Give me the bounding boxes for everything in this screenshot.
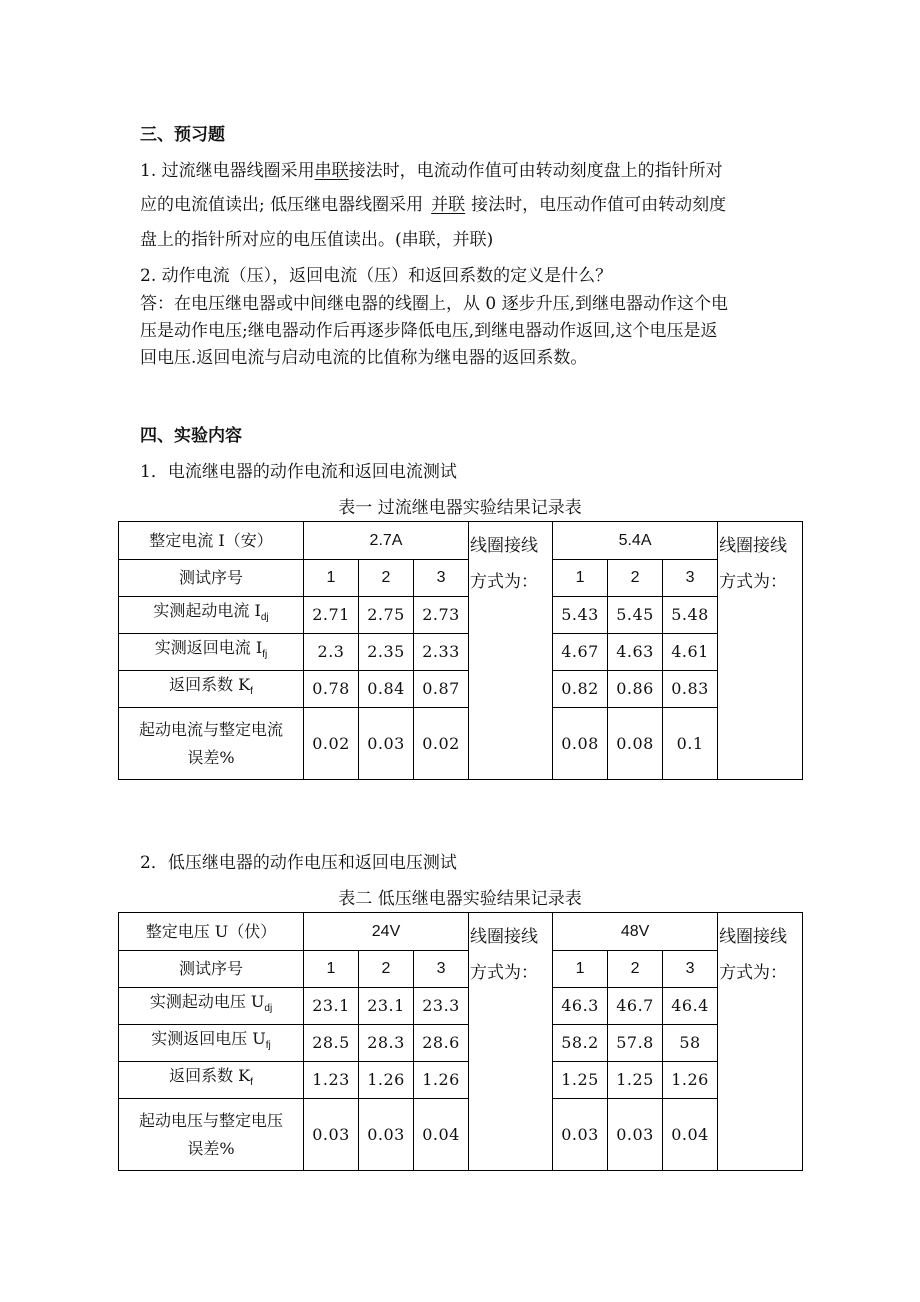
wiring-b: 线圈接线 方式为： bbox=[718, 522, 803, 780]
data-cell: 28.3 bbox=[359, 1025, 414, 1062]
data-cell: 0.02 bbox=[304, 708, 359, 780]
data-cell: 0.82 bbox=[553, 671, 608, 708]
answer-line1: 答：在电压继电器或中间继电器的线圈上，从 0 逐步升压,到继电器动作这个电 bbox=[140, 294, 729, 314]
seq-cell: 1 bbox=[553, 560, 608, 597]
data-cell: 28.5 bbox=[304, 1025, 359, 1062]
seq-cell: 2 bbox=[608, 560, 663, 597]
row-label: 实测返回电压 $U_{fj}$ bbox=[119, 1025, 304, 1062]
data-cell: 5.43 bbox=[553, 597, 608, 634]
data-cell: 0.87 bbox=[414, 671, 469, 708]
data-cell: 0.84 bbox=[359, 671, 414, 708]
row-label: 返回系数 $K_f$ bbox=[119, 671, 304, 708]
data-cell: 4.63 bbox=[608, 634, 663, 671]
q1-blank1: 串联 bbox=[314, 161, 349, 181]
error-label: 起动电压与整定电压 误差% bbox=[119, 1099, 304, 1171]
sub2-title: 2．低压继电器的动作电压和返回电压测试 bbox=[140, 853, 457, 873]
seq-cell: 2 bbox=[359, 951, 414, 988]
data-cell: 1.26 bbox=[663, 1062, 718, 1099]
data-cell: 23.1 bbox=[304, 988, 359, 1025]
seq-label: 测试序号 bbox=[119, 951, 304, 988]
data-cell: 2.35 bbox=[359, 634, 414, 671]
data-cell: 0.03 bbox=[553, 1099, 608, 1171]
data-cell: 0.03 bbox=[359, 708, 414, 780]
data-cell: 23.1 bbox=[359, 988, 414, 1025]
data-cell: 0.86 bbox=[608, 671, 663, 708]
row-label: 实测起动电流 $I_{dj}$ bbox=[119, 597, 304, 634]
q2-text: 2. 动作电流（压），返回电流（压）和返回系数的定义是什么？ bbox=[140, 266, 613, 286]
data-cell: 46.7 bbox=[608, 988, 663, 1025]
table2 bbox=[118, 912, 803, 1171]
data-cell: 0.04 bbox=[663, 1099, 718, 1171]
q1-line1 bbox=[140, 156, 723, 181]
setting-b: 48V bbox=[553, 913, 718, 951]
section3-title: 三、预习题 bbox=[140, 125, 225, 145]
data-cell: 0.08 bbox=[608, 708, 663, 780]
data-cell: 0.1 bbox=[663, 708, 718, 780]
wiring-a: 线圈接线 方式为： bbox=[469, 522, 553, 780]
data-cell: 57.8 bbox=[608, 1025, 663, 1062]
seq-cell: 3 bbox=[414, 951, 469, 988]
q1-line2 bbox=[140, 190, 726, 215]
error-label: 起动电流与整定电流 误差% bbox=[119, 708, 304, 780]
data-cell: 1.26 bbox=[359, 1062, 414, 1099]
q1-line2a: 应的电流值读出; 低压继电器线圈采用 bbox=[140, 195, 424, 215]
row-label: 实测起动电压 $U_{dj}$ bbox=[119, 988, 304, 1025]
section4-title: 四、实验内容 bbox=[140, 426, 242, 446]
setting-label: 整定电流 I（安） bbox=[119, 522, 304, 560]
setting-a: 24V bbox=[304, 913, 469, 951]
q1-part1: 1. 过流继电器线圈采用 bbox=[140, 161, 315, 181]
data-cell: 5.45 bbox=[608, 597, 663, 634]
data-cell: 5.48 bbox=[663, 597, 718, 634]
q1-line3: 盘上的指针所对应的电压值读出。(串联，并联) bbox=[140, 230, 494, 250]
seq-cell: 3 bbox=[663, 951, 718, 988]
data-cell: 2.73 bbox=[414, 597, 469, 634]
answer-block bbox=[140, 291, 728, 372]
data-cell: 46.4 bbox=[663, 988, 718, 1025]
data-cell: 2.33 bbox=[414, 634, 469, 671]
data-cell: 1.23 bbox=[304, 1062, 359, 1099]
seq-cell: 2 bbox=[608, 951, 663, 988]
answer-line3: 回电压.返回电流与启动电流的比值称为继电器的返回系数。 bbox=[140, 348, 588, 368]
data-cell: 4.61 bbox=[663, 634, 718, 671]
data-cell: 0.03 bbox=[359, 1099, 414, 1171]
table1-caption: 表一 过流继电器实验结果记录表 bbox=[338, 498, 582, 518]
data-cell: 58 bbox=[663, 1025, 718, 1062]
seq-label: 测试序号 bbox=[119, 560, 304, 597]
setting-label: 整定电压 U（伏） bbox=[119, 913, 304, 951]
data-cell: 2.71 bbox=[304, 597, 359, 634]
data-cell: 0.08 bbox=[553, 708, 608, 780]
data-cell: 46.3 bbox=[553, 988, 608, 1025]
q1-part2: 接法时，电流动作值可由转动刻度盘上的指针所对 bbox=[348, 161, 723, 181]
answer-line2: 压是动作电压;继电器动作后再逐步降低电压,到继电器动作返回,这个电压是返 bbox=[140, 321, 718, 341]
q1-line2b: 接法时，电压动作值可由转动刻度 bbox=[471, 195, 727, 215]
seq-cell: 1 bbox=[553, 951, 608, 988]
seq-cell: 3 bbox=[414, 560, 469, 597]
data-cell: 0.02 bbox=[414, 708, 469, 780]
seq-cell: 3 bbox=[663, 560, 718, 597]
data-cell: 58.2 bbox=[553, 1025, 608, 1062]
data-cell: 1.25 bbox=[608, 1062, 663, 1099]
seq-cell: 1 bbox=[304, 560, 359, 597]
seq-cell: 1 bbox=[304, 951, 359, 988]
sub1-title: 1．电流继电器的动作电流和返回电流测试 bbox=[140, 462, 457, 482]
data-cell: 4.67 bbox=[553, 634, 608, 671]
table2-caption: 表二 低压继电器实验结果记录表 bbox=[338, 889, 582, 909]
row-label: 实测返回电流 $I_{fj}$ bbox=[119, 634, 304, 671]
wiring-a: 线圈接线 方式为： bbox=[469, 913, 553, 1171]
q1-blank2: 并联 bbox=[431, 195, 466, 215]
table1 bbox=[118, 521, 803, 780]
seq-cell: 2 bbox=[359, 560, 414, 597]
wiring-b: 线圈接线 方式为： bbox=[718, 913, 803, 1171]
data-cell: 2.3 bbox=[304, 634, 359, 671]
row-label: 返回系数 $K_f$ bbox=[119, 1062, 304, 1099]
setting-b: 5.4A bbox=[553, 522, 718, 560]
data-cell: 23.3 bbox=[414, 988, 469, 1025]
setting-a: 2.7A bbox=[304, 522, 469, 560]
data-cell: 1.26 bbox=[414, 1062, 469, 1099]
data-cell: 0.78 bbox=[304, 671, 359, 708]
data-cell: 0.03 bbox=[304, 1099, 359, 1171]
data-cell: 0.83 bbox=[663, 671, 718, 708]
data-cell: 2.75 bbox=[359, 597, 414, 634]
data-cell: 0.03 bbox=[608, 1099, 663, 1171]
data-cell: 28.6 bbox=[414, 1025, 469, 1062]
data-cell: 1.25 bbox=[553, 1062, 608, 1099]
data-cell: 0.04 bbox=[414, 1099, 469, 1171]
